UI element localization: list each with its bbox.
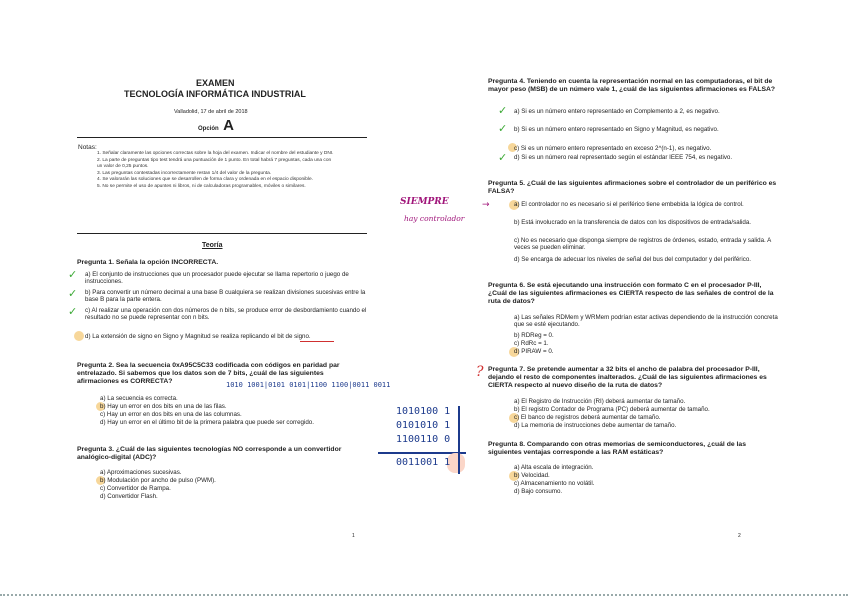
q4-option-b: b) Si es un número entero representado en Signo y Magnitud, es negativo. <box>514 126 719 133</box>
answer-highlight <box>74 331 84 341</box>
opcion <box>198 117 234 135</box>
q8-option-d: d) Bajo consumo. <box>514 488 563 495</box>
nota: 4. Se valorarán las soluciones que se desarrollen de forma clara y ordenada en el espacio disponible. <box>97 177 313 183</box>
q6-option-b: b) RDReg = 0. <box>514 332 554 339</box>
bit-row: 1100110 0 <box>396 434 451 445</box>
bit-row: 0101010 1 <box>396 420 451 431</box>
q7-option-b: b) El registro Contador de Programa (PC) deberá aumentar de tamaño. <box>514 406 710 413</box>
nota: 1. Señalar claramente las opciones correctas sobre la hoja del examen. Indicar el nombre del estudiante y DNI. <box>97 151 334 156</box>
q5-option-a: a) El controlador no es necesario si el periférico tiene embebida la lógica de control. <box>514 201 744 208</box>
checkmark-icon: ✓ <box>498 104 508 117</box>
question-3-title: Pregunta 3. ¿Cuál de las siguientes tecnologías NO corresponde a un convertidor analógico-digital (ADC)? <box>77 446 342 462</box>
exam-date: Valladolid, 17 de abril de 2018 <box>174 109 248 115</box>
question-2-title: Pregunta 2. Sea la secuencia 0xA95C5C33 codificada con códigos en paridad par entrelazado. Si sabemos que los datos son de 7 bits, ¿cuál de las siguientes afirmaciones es CORRECTA? <box>77 362 340 386</box>
nota: 2. La parte de preguntas tipo test tendrá una puntuación de 1 punto. En total habrá 7 preguntas, cada una con <box>97 157 332 163</box>
question-1-title: Pregunta 1. Señala la opción INCORRECTA. <box>77 259 219 266</box>
q4-option-a: a) Si es un número entero representado en Complemento a 2, es negativo. <box>514 108 720 115</box>
question-5-title: Pregunta 5. ¿Cuál de las siguientes afirmaciones sobre el controlador de un periférico es FALSA? <box>488 180 777 196</box>
nota: un valor de 0,25 puntos. <box>97 164 149 170</box>
annotation-siempre: SIEMPRE <box>400 197 449 207</box>
q1-option-d: d) La extensión de signo en Signo y Magnitud se realiza replicando el bit de signo. <box>85 333 311 340</box>
q5-option-c: c) No es necesario que disponga siempre de registros de órdenes, estado, entrada y salida. A veces se pueden eliminar. <box>514 237 771 252</box>
notas-label: Notas: <box>78 144 97 151</box>
page-number: 1 <box>352 533 355 539</box>
annotation-hay-controlador: hay controlador <box>404 214 465 223</box>
q4-option-d: d) Si es un número real representado según el estándar IEEE 754, es negativo. <box>514 154 733 161</box>
arrow-icon: → <box>482 200 490 210</box>
q1-option-a: a) El conjunto de instrucciones que un procesador puede ejecutar se llama repertorio o juego de instrucciones. <box>85 271 349 286</box>
question-4-title: Pregunta 4. Teniendo en cuenta la representación normal en las computadoras, el bit de mayor peso (MSB) de un número vale 1, ¿cuál de las siguientes afirmaciones es FALSA? <box>488 78 776 94</box>
q6-option-a: a) Las señales RDMem y WRMem podrían estar activas dependiendo de la instrucción concreta que se esté ejecutando. <box>514 314 778 329</box>
q1-option-c: c) Al realizar una operación con dos números de n bits, se produce error de desbordamiento cuando el resultado no se puede representar con n bits. <box>85 307 367 322</box>
bit-row: 1010100 1 <box>396 406 451 417</box>
checkmark-icon: ✓ <box>68 287 78 300</box>
q7-option-a: a) El Registro de Instrucción (RI) deberá aumentar de tamaño. <box>514 398 686 405</box>
checkmark-icon: ✓ <box>498 122 508 135</box>
checkmark-icon: ✓ <box>498 151 508 164</box>
q8-option-b: b) Velocidad. <box>514 472 550 479</box>
q2-option-a: a) La secuencia es correcta. <box>100 395 178 402</box>
q5-option-b: b) Está involucrado en la transferencia de datos con los dispositivos de entrada/salida. <box>514 219 751 226</box>
notas-list <box>97 151 367 191</box>
q7-option-d: d) La memoria de instrucciones debe aumentar de tamaño. <box>514 422 677 429</box>
q1-option-b: b) Para convertir un número decimal a una base B cualquiera se realizan divisiones sucesivas entre la base B para la parte entera. <box>85 289 366 304</box>
teoria-heading: Teoría <box>202 242 223 249</box>
divider-top <box>77 137 367 138</box>
q3-option-c: c) Convertidor de Rampa. <box>100 485 171 492</box>
q4-option-c: c) Si es un número entero representado en exceso 2^(n-1), es negativo. <box>514 145 712 152</box>
nota: 5. No se permite el uso de apuntes ni libros, ni de calculadoras programables, móviles o similares. <box>97 183 306 189</box>
q2-option-c: c) Hay un error en dos bits en una de las columnas. <box>100 411 242 418</box>
exam-title: EXAMEN <box>196 78 235 88</box>
q3-option-b: b) Modulación por ancho de pulso (PWM). <box>100 477 216 484</box>
nota: 3. Las preguntas contestadas incorrectamente restan 1/4 del valor de la pregunta. <box>97 170 272 176</box>
q8-option-a: a) Alta escala de integración. <box>514 464 594 471</box>
divider-bottom <box>77 233 367 234</box>
page-footer-dots <box>0 588 848 596</box>
q6-option-c: c) RdRc = 1. <box>514 340 549 347</box>
exam-subtitle: TECNOLOGÍA INFORMÁTICA INDUSTRIAL <box>124 89 306 99</box>
q2-option-d: d) Hay un error en el último bit de la primera palabra que puede ser corregido. <box>100 419 314 426</box>
q2-option-b: b) Hay un error en dos bits en una de las filas. <box>100 403 227 410</box>
question-7-title: Pregunta 7. Se pretende aumentar a 32 bits el ancho de palabra del procesador P-III, dejando el resto de componentes inalterados. ¿Cuál de las siguientes afirmaciones es CIERTA respecto al nuevo diseño de la ruta de datos? <box>488 366 767 390</box>
red-underline <box>300 341 334 342</box>
bit-row: 0011001 1 <box>396 457 451 468</box>
opcion-label: Opción <box>198 126 219 132</box>
opcion-letter: A <box>223 117 234 134</box>
q6-option-d: d) PIRAW = 0. <box>514 348 554 355</box>
checkmark-icon: ✓ <box>68 268 78 281</box>
q5-option-d: d) Se encarga de adecuar los niveles de señal del bus del computador y del periférico. <box>514 256 751 263</box>
handwritten-bits: 1010 1001|0101 0101|1100 1100|0011 0011 <box>226 381 391 389</box>
question-6-title: Pregunta 6. Se está ejecutando una instrucción con formato C en el procesador P-III, ¿Cuál de las siguientes afirmaciones es CIERTA respecto de las señales de control de la ruta de datos? <box>488 282 774 306</box>
checkmark-icon: ✓ <box>68 305 78 318</box>
page-number: 2 <box>738 533 741 539</box>
q3-option-d: d) Convertidor Flash. <box>100 493 158 500</box>
q3-option-a: a) Aproximaciones sucesivas. <box>100 469 182 476</box>
q7-option-c: c) El banco de registros deberá aumentar de tamaño. <box>514 414 661 421</box>
q8-option-c: c) Almacenamiento no volátil. <box>514 480 595 487</box>
question-mark-annotation: ? <box>476 364 484 380</box>
question-8-title: Pregunta 8. Comparando con otras memorias de semiconductores, ¿cuál de las siguientes ventajas corresponde a las RAM estáticas? <box>488 441 746 457</box>
